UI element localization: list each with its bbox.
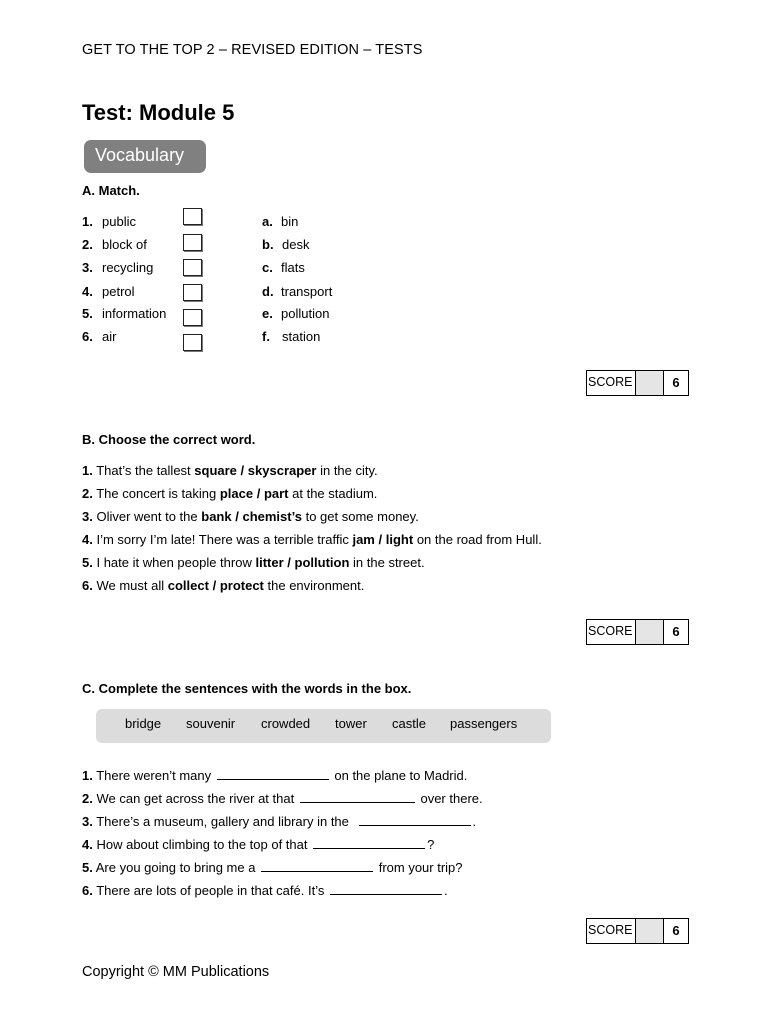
sentence-text: ? xyxy=(427,837,435,852)
sentence-text: in the city. xyxy=(320,463,378,478)
word-option: passengers xyxy=(450,716,518,731)
item-letter: c. xyxy=(262,260,273,275)
match-left-item xyxy=(82,260,93,276)
sentence-text: from your trip? xyxy=(378,860,463,875)
item-letter: a. xyxy=(262,214,273,229)
answer-blank[interactable] xyxy=(359,813,471,826)
sentence-c-4 xyxy=(82,836,434,852)
score-entry-field[interactable] xyxy=(636,371,664,395)
match-left-text: air xyxy=(102,329,117,344)
sentence-text: in the street. xyxy=(353,555,425,570)
option-2[interactable]: pollution xyxy=(294,555,350,570)
word-option: tower xyxy=(335,716,367,731)
score-entry-field[interactable] xyxy=(636,620,664,644)
score-total: 6 xyxy=(672,624,680,639)
match-left-text: information xyxy=(102,306,167,321)
option-2[interactable]: chemist’s xyxy=(242,509,302,524)
match-left-item xyxy=(82,214,93,230)
score-label: SCORE xyxy=(587,620,636,644)
word-box xyxy=(96,709,551,743)
sentence-text: How about climbing to the top of that xyxy=(96,837,308,852)
match-right-item xyxy=(262,284,274,300)
option-separator: / xyxy=(212,578,217,593)
match-left-item xyxy=(82,284,93,300)
sentence-c-5 xyxy=(82,859,463,875)
match-left-text: petrol xyxy=(102,284,135,299)
word-option: crowded xyxy=(261,716,311,731)
score-box-c xyxy=(586,918,689,944)
match-left-item xyxy=(82,329,93,345)
answer-box-4[interactable] xyxy=(183,284,202,301)
sentence-text: Oliver went to the xyxy=(96,509,198,524)
sentence-b-4 xyxy=(82,532,542,547)
score-entry-field[interactable] xyxy=(636,919,664,943)
item-number: 2. xyxy=(82,486,93,501)
sentence-text: We can get across the river at that xyxy=(96,791,295,806)
match-left-item xyxy=(82,306,93,322)
sentence-text: We must all xyxy=(96,578,165,593)
sentence-c-2 xyxy=(82,790,483,806)
score-box-a xyxy=(586,370,689,396)
match-right-item xyxy=(262,306,273,322)
item-number: 5. xyxy=(82,306,93,321)
item-number: 1. xyxy=(82,214,93,229)
sentence-b-1 xyxy=(82,463,378,478)
item-number: 2. xyxy=(82,237,93,252)
answer-blank[interactable] xyxy=(313,836,425,849)
sentence-b-3 xyxy=(82,509,419,524)
option-1[interactable]: jam xyxy=(352,532,375,547)
word-option: castle xyxy=(392,716,426,731)
item-letter: b. xyxy=(262,237,274,252)
sentence-text: There’s a museum, gallery and library in the xyxy=(96,814,349,829)
item-letter: f. xyxy=(262,329,270,344)
sentence-text: the environment. xyxy=(267,578,365,593)
sentence-text: at the stadium. xyxy=(292,486,378,501)
answer-blank[interactable] xyxy=(261,859,373,872)
item-number: 1. xyxy=(82,768,93,783)
answer-box-3[interactable] xyxy=(183,259,202,276)
option-separator: / xyxy=(378,532,383,547)
sentence-b-2 xyxy=(82,486,377,501)
item-number: 3. xyxy=(82,509,93,524)
option-separator: / xyxy=(235,509,239,524)
item-number: 6. xyxy=(82,578,93,593)
word-option: bridge xyxy=(125,716,162,731)
page-title: Test: Module 5 xyxy=(82,100,235,125)
score-total: 6 xyxy=(672,923,680,938)
option-1[interactable]: litter xyxy=(255,555,284,570)
option-2[interactable]: part xyxy=(263,486,289,501)
section-badge: Vocabulary xyxy=(84,140,206,173)
option-2[interactable]: light xyxy=(385,532,414,547)
match-right-item xyxy=(262,214,273,230)
sentence-c-3 xyxy=(82,813,476,829)
sentence-text: over there. xyxy=(420,791,483,806)
sentence-b-5 xyxy=(82,555,425,570)
option-1[interactable]: square xyxy=(194,463,237,478)
section-c-heading: C. Complete the sentences with the words in the box. xyxy=(82,681,412,696)
item-number: 6. xyxy=(82,883,93,898)
answer-box-1[interactable] xyxy=(183,208,202,225)
match-right-text: station xyxy=(282,329,321,344)
sentence-text: There weren’t many xyxy=(96,768,212,783)
sentence-text: There are lots of people in that café. It’s xyxy=(96,883,325,898)
item-number: 5. xyxy=(82,555,93,570)
item-number: 5. xyxy=(82,860,93,875)
running-header: GET TO THE TOP 2 – REVISED EDITION – TESTS xyxy=(82,42,423,58)
sentence-c-6 xyxy=(82,882,448,898)
option-1[interactable]: place xyxy=(219,486,254,501)
match-left-text: public xyxy=(102,214,136,229)
option-2[interactable]: skyscraper xyxy=(247,463,317,478)
sentence-c-1 xyxy=(82,767,467,783)
item-letter: d. xyxy=(262,284,274,299)
sentence-text: Are you going to bring me a xyxy=(95,860,256,875)
sentence-text: to get some money. xyxy=(305,509,419,524)
option-1[interactable]: collect xyxy=(167,578,209,593)
score-total: 6 xyxy=(672,375,680,390)
sentence-text: That’s the tallest xyxy=(96,463,191,478)
answer-blank[interactable] xyxy=(330,882,442,895)
match-right-text: transport xyxy=(281,284,333,299)
option-separator: / xyxy=(287,555,291,570)
match-right-item xyxy=(262,237,274,253)
answer-box-6[interactable] xyxy=(183,334,202,351)
option-separator: / xyxy=(240,463,245,478)
option-separator: / xyxy=(256,486,261,501)
match-right-text: bin xyxy=(281,214,299,229)
score-box-b xyxy=(586,619,689,645)
item-letter: e. xyxy=(262,306,273,321)
match-left-text: block of xyxy=(102,237,147,252)
match-right-item xyxy=(262,329,270,345)
option-2[interactable]: protect xyxy=(219,578,264,593)
sentence-text: The concert is taking xyxy=(96,486,217,501)
option-1[interactable]: bank xyxy=(201,509,232,524)
item-number: 4. xyxy=(82,837,93,852)
sentence-text: I hate it when people throw xyxy=(96,555,252,570)
match-right-item xyxy=(262,260,273,276)
copyright-footer: Copyright © MM Publications xyxy=(82,964,270,980)
section-b-heading: B. Choose the correct word. xyxy=(82,432,256,447)
sentence-text: . xyxy=(443,883,448,898)
score-label: SCORE xyxy=(587,371,636,395)
item-number: 2. xyxy=(82,791,93,806)
item-number: 3. xyxy=(82,814,93,829)
sentence-text: on the road from Hull. xyxy=(416,532,542,547)
sentence-b-6 xyxy=(82,578,364,593)
match-right-text: pollution xyxy=(281,306,330,321)
item-number: 1. xyxy=(82,463,93,478)
word-option: souvenir xyxy=(186,716,236,731)
sentence-text: on the plane to Madrid. xyxy=(334,768,468,783)
item-number: 4. xyxy=(82,532,93,547)
match-right-text: flats xyxy=(281,260,305,275)
section-a-heading: A. Match. xyxy=(82,183,140,198)
answer-box-5[interactable] xyxy=(183,309,202,326)
answer-box-2[interactable] xyxy=(183,234,202,251)
sentence-text: I’m sorry I’m late! There was a terrible traffic xyxy=(96,532,349,547)
sentence-text: . xyxy=(472,814,477,829)
item-number: 6. xyxy=(82,329,93,344)
match-left-item xyxy=(82,237,93,253)
item-number: 4. xyxy=(82,284,93,299)
answer-blank[interactable] xyxy=(217,767,329,780)
item-number: 3. xyxy=(82,260,93,275)
match-left-text: recycling xyxy=(102,260,154,275)
match-right-text: desk xyxy=(282,237,310,252)
score-label: SCORE xyxy=(587,919,636,943)
answer-blank[interactable] xyxy=(300,790,415,803)
